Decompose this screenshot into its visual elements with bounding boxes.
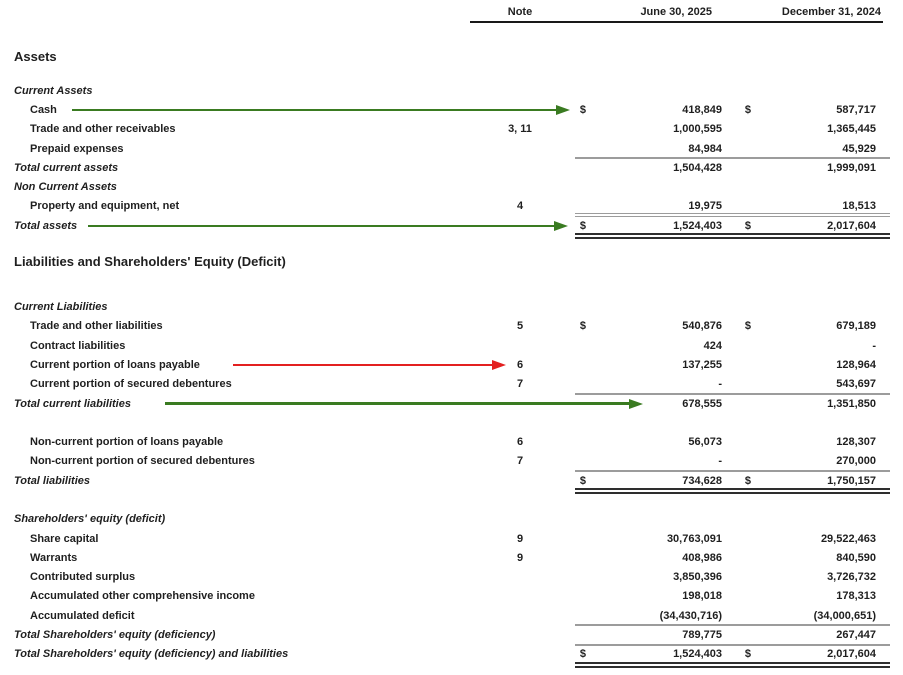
liabilities-section-title: Liabilities and Shareholders' Equity (Deficit) [14,254,286,270]
table-row [0,158,903,177]
dollar-sign-dec: $ [744,648,751,661]
spacer-row [0,490,903,509]
header-note: Note [507,5,533,18]
table-row [0,375,903,394]
column-header-row [0,0,903,23]
value-june: 408,986 [682,551,722,564]
value-june: 137,255 [682,358,722,371]
value-dec: 29,522,463 [820,532,876,545]
table-row [0,471,903,490]
value-june: 540,876 [682,320,722,333]
table-row [0,625,903,644]
row-label: Contract liabilities [30,339,126,352]
table-row [0,587,903,606]
row-label: Contributed surplus [30,571,136,584]
value-dec: 543,697 [836,378,876,391]
value-dec: 587,717 [836,103,876,116]
spacer-row [0,413,903,432]
header-december-31-2024: December 31, 2024 [781,5,881,18]
row-label: Accumulated deficit [30,609,135,622]
dollar-sign-dec: $ [744,219,751,232]
value-dec: 267,447 [836,629,876,642]
note-cell: 7 [516,378,524,391]
dollar-sign-june: $ [579,474,586,487]
dollar-sign-june: $ [579,648,586,661]
table-row [0,568,903,587]
value-june: 1,524,403 [673,219,722,232]
row-label: Current portion of secured debentures [30,378,232,391]
liabilities-table [0,297,903,664]
value-june: 1,000,595 [673,123,722,136]
table-row [0,355,903,374]
row-label: Total current liabilities [14,397,131,410]
table-row [0,336,903,355]
value-dec: 45,929 [842,142,876,155]
value-june: - [718,378,722,391]
row-label: Property and equipment, net [30,200,180,213]
row-label: Total liabilities [14,474,90,487]
row-label: Total assets [14,219,78,232]
value-dec: 128,307 [836,436,876,449]
value-june: 56,073 [688,436,722,449]
value-june: 678,555 [682,397,722,410]
note-cell: 6 [516,358,524,371]
row-label: Total current assets [14,161,119,174]
row-label: Share capital [30,532,99,545]
note-cell: 4 [516,200,524,213]
row-label: Non Current Assets [14,181,117,194]
note-cell: 9 [516,551,524,564]
note-cell: 9 [516,532,524,545]
table-row [0,177,903,196]
value-june: (34,430,716) [659,609,722,622]
note-cell: 6 [516,436,524,449]
table-row [0,297,903,316]
row-label: Trade and other receivables [30,123,176,136]
value-june: - [718,455,722,468]
dollar-sign-dec: $ [744,474,751,487]
row-label: Current Assets [14,84,93,97]
row-label: Total Shareholders' equity (deficiency) [14,629,216,642]
value-june: 19,975 [688,200,722,213]
value-dec: 1,351,850 [827,397,876,410]
row-label: Non-current portion of loans payable [30,436,224,449]
table-row [0,317,903,336]
value-june: 789,775 [682,629,722,642]
row-label: Non-current portion of secured debentures [30,455,255,468]
value-june: 84,984 [688,142,722,155]
value-dec: (34,000,651) [813,609,876,622]
table-row [0,606,903,625]
table-row [0,510,903,529]
value-dec: 1,750,157 [827,474,876,487]
value-june: 1,524,403 [673,648,722,661]
table-row [0,645,903,664]
value-june: 3,850,396 [673,571,722,584]
table-row [0,432,903,451]
value-june: 198,018 [682,590,722,603]
value-dec: - [872,339,876,352]
note-cell: 7 [516,455,524,468]
row-label: Current portion of loans payable [30,358,200,371]
value-june: 418,849 [682,103,722,116]
dollar-sign-june: $ [579,103,586,116]
value-june: 424 [703,339,722,352]
value-dec: 18,513 [842,200,876,213]
row-label: Warrants [30,551,78,564]
value-dec: 3,726,732 [827,571,876,584]
assets-table [0,81,903,235]
dollar-sign-june: $ [579,219,586,232]
row-label: Cash [30,103,57,116]
row-label: Trade and other liabilities [30,320,163,333]
value-dec: 679,189 [836,320,876,333]
dollar-sign-june: $ [579,320,586,333]
table-row [0,81,903,100]
note-cell: 3, 11 [508,123,532,136]
table-row [0,139,903,158]
value-dec: 1,365,445 [827,123,876,136]
value-dec: 2,017,604 [827,648,876,661]
row-label: Total Shareholders' equity (deficiency) and liabilities [14,648,289,661]
value-june: 30,763,091 [666,532,722,545]
note-cell: 5 [516,320,524,333]
table-row [0,452,903,471]
value-june: 1,504,428 [673,161,722,174]
value-june: 734,628 [682,474,722,487]
value-dec: 178,313 [836,590,876,603]
value-dec: 1,999,091 [827,161,876,174]
table-row [0,120,903,139]
dollar-sign-dec: $ [744,103,751,116]
row-label: Accumulated other comprehensive income [30,590,255,603]
header-june-30-2025: June 30, 2025 [640,5,712,18]
table-row [0,100,903,119]
table-row [0,529,903,548]
row-label: Shareholders' equity (deficit) [14,513,166,526]
row-label: Prepaid expenses [30,142,124,155]
value-dec: 840,590 [836,551,876,564]
value-dec: 2,017,604 [827,219,876,232]
row-label: Current Liabilities [14,301,108,314]
assets-section-title: Assets [14,49,57,64]
value-dec: 128,964 [836,358,876,371]
dollar-sign-dec: $ [744,320,751,333]
table-row [0,394,903,413]
value-dec: 270,000 [836,455,876,468]
table-row [0,548,903,567]
table-row [0,216,903,235]
